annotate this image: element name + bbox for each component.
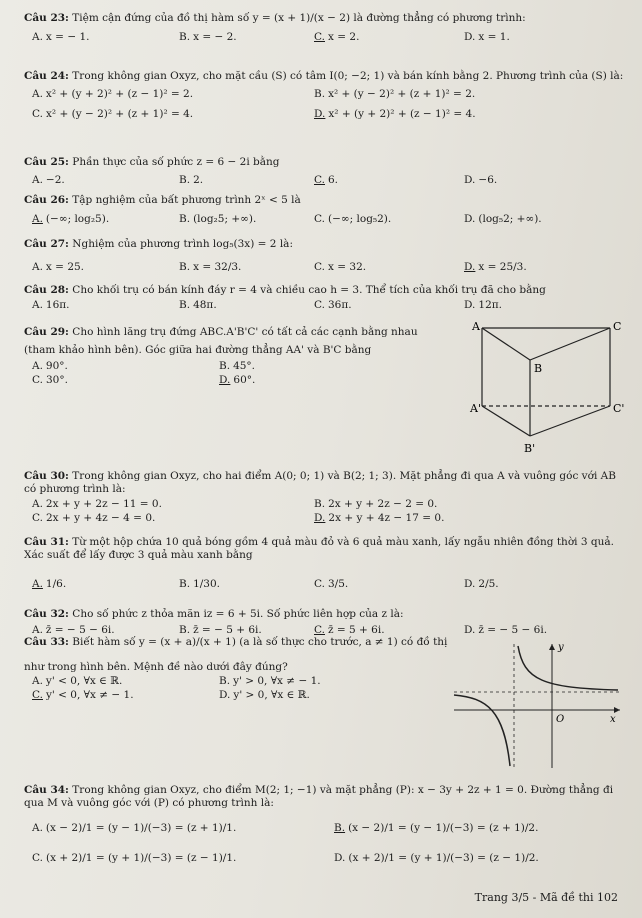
option-b[interactable]: B. z̄ = − 5 + 6i. <box>179 624 262 636</box>
question-26 <box>24 194 624 227</box>
option-a[interactable]: A. 16π. <box>32 299 70 311</box>
question-33 <box>24 636 452 703</box>
option-a[interactable]: A. x² + (y + 2)² + (z − 1)² = 2. <box>32 88 194 100</box>
function-graph-figure <box>452 640 624 772</box>
question-24 <box>24 70 624 122</box>
x-label: x <box>610 714 616 725</box>
option-c[interactable]: C. y' < 0, ∀x ≠ − 1. <box>32 689 134 701</box>
label-c-prime: C' <box>613 402 625 415</box>
option-d[interactable]: D. 12π. <box>464 299 502 311</box>
option-d[interactable]: D. x = 25/3. <box>464 261 527 273</box>
option-a[interactable]: A. 90°. <box>32 360 68 372</box>
question-number: Câu 31: <box>24 536 69 548</box>
option-b[interactable]: B. x² + (y − 2)² + (z + 1)² = 2. <box>314 88 476 100</box>
question-stem-continued: như trong hình bên. Mệnh đề nào dưới đây đúng? <box>24 661 288 673</box>
option-d[interactable]: D. x² + (y + 2)² + (z − 1)² = 4. <box>314 108 476 120</box>
question-number: Câu 27: <box>24 238 69 250</box>
question-number: Câu 25: <box>24 156 69 168</box>
question-stem: Cho hình lăng trụ đứng ABC.A'B'C' có tất cả các cạnh bằng nhau <box>72 326 418 338</box>
option-b[interactable]: B. 1/30. <box>179 578 220 590</box>
label-a-prime: A' <box>470 402 481 415</box>
edge-ab <box>482 328 530 360</box>
question-stem: Phần thực của số phức z = 6 − 2i bằng <box>72 156 280 168</box>
option-b[interactable]: B. 48π. <box>179 299 217 311</box>
question-stem: Trong không gian Oxyz, cho hai điểm A(0; 0; 1) và B(2; 1; 3). Mặt phẳng đi qua A và vuông góc với AB có phương trình là: <box>24 470 616 495</box>
option-a[interactable]: A. (x − 2)/1 = (y − 1)/(−3) = (z + 1)/1. <box>32 822 237 834</box>
option-b[interactable]: B. x = 32/3. <box>179 261 242 273</box>
edge-bc <box>530 328 610 360</box>
question-28 <box>24 284 624 313</box>
option-d[interactable]: D. 2x + y + 4z − 17 = 0. <box>314 512 445 524</box>
option-d[interactable]: D. (x + 2)/1 = (y + 1)/(−3) = (z − 1)/2. <box>334 852 539 864</box>
origin-label: O <box>556 714 565 725</box>
question-number: Câu 34: <box>24 784 69 796</box>
option-c[interactable]: C. 6. <box>314 174 339 186</box>
option-a[interactable]: A. −2. <box>32 174 65 186</box>
question-23 <box>24 12 624 45</box>
option-c[interactable]: C. 3/5. <box>314 578 349 590</box>
option-b[interactable]: B. y' > 0, ∀x ≠ − 1. <box>219 675 321 687</box>
edge-b-prime-c-prime <box>530 406 610 436</box>
question-32 <box>24 608 624 638</box>
question-stem: Biết hàm số y = (x + a)/(x + 1) (a là số thực cho trước, a ≠ 1) có đồ thị <box>72 636 448 648</box>
option-c[interactable]: C. x = 32. <box>314 261 367 273</box>
option-c[interactable]: C. x = 2. <box>314 31 360 43</box>
question-number: Câu 29: <box>24 326 69 338</box>
question-stem: Cho số phức z thỏa mãn iz = 6 + 5i. Số phức liên hợp của z là: <box>72 608 404 620</box>
option-b[interactable]: B. 2x + y + 2z − 2 = 0. <box>314 498 438 510</box>
y-label: y <box>558 642 564 653</box>
option-b[interactable]: B. 45°. <box>219 360 256 372</box>
question-29 <box>24 326 462 388</box>
question-stem: Cho khối trụ có bán kính đáy r = 4 và chiều cao h = 3. Thể tích của khối trụ đã cho bằng <box>72 284 546 296</box>
option-d[interactable]: D. 2/5. <box>464 578 499 590</box>
option-a[interactable]: A. y' < 0, ∀x ∈ ℝ. <box>32 675 123 687</box>
question-number: Câu 23: <box>24 12 69 24</box>
option-a[interactable]: A. x = − 1. <box>32 31 90 43</box>
y-axis-arrow <box>549 644 555 650</box>
question-stem: Từ một hộp chứa 10 quả bóng gồm 4 quả màu đỏ và 6 quả màu xanh, lấy ngẫu nhiên đồng thời 3 quả. Xác suất để lấy được 3 quả màu xanh bằng <box>24 536 614 561</box>
edge-a-prime-b-prime <box>482 406 530 436</box>
option-c[interactable]: C. 36π. <box>314 299 352 311</box>
label-b-prime: B' <box>524 442 536 455</box>
option-c[interactable]: C. x² + (y − 2)² + (z + 1)² = 4. <box>32 108 194 120</box>
question-number: Câu 24: <box>24 70 69 82</box>
option-a[interactable]: A. 1/6. <box>32 578 67 590</box>
question-number: Câu 28: <box>24 284 69 296</box>
option-b[interactable]: B. 2. <box>179 174 204 186</box>
question-27 <box>24 238 624 275</box>
option-d[interactable]: D. −6. <box>464 174 498 186</box>
question-stem: Trong không gian Oxyz, cho điểm M(2; 1; −1) và mặt phẳng (P): x − 3y + 2z + 1 = 0. Đường thẳng đi qua M và vuông góc với (P) có phương trình là: <box>24 784 614 809</box>
question-25 <box>24 156 624 188</box>
label-c: C <box>613 320 622 333</box>
option-d[interactable]: D. 60°. <box>219 374 256 386</box>
option-c[interactable]: C. z̄ = 5 + 6i. <box>314 624 385 636</box>
question-30 <box>24 470 624 526</box>
option-a[interactable]: A. 2x + y + 2z − 11 = 0. <box>32 498 162 510</box>
question-stem: Trong không gian Oxyz, cho mặt cầu (S) có tâm I(0; −2; 1) và bán kính bằng 2. Phương trình của (S) là: <box>72 70 624 82</box>
graph-branch-right <box>518 646 618 690</box>
question-stem-continued: (tham khảo hình bên). Góc giữa hai đường thẳng AA' và B'C bằng <box>24 344 372 356</box>
question-number: Câu 30: <box>24 470 69 482</box>
question-stem: Tiệm cận đứng của đồ thị hàm số y = (x + 1)/(x − 2) là đường thẳng có phương trình: <box>72 12 526 24</box>
question-number: Câu 33: <box>24 636 69 648</box>
graph-branch-left <box>454 695 510 766</box>
question-number: Câu 26: <box>24 194 69 206</box>
option-b[interactable]: B. x = − 2. <box>179 31 237 43</box>
label-b: B <box>534 362 543 375</box>
option-c[interactable]: C. (x + 2)/1 = (y + 1)/(−3) = (z − 1)/1. <box>32 852 237 864</box>
question-34 <box>24 784 624 866</box>
page-footer: Trang 3/5 - Mã đề thi 102 <box>474 891 618 904</box>
question-stem: Nghiệm của phương trình log₅(3x) = 2 là: <box>72 238 293 250</box>
option-b[interactable]: B. (x − 2)/1 = (y − 1)/(−3) = (z + 1)/2. <box>334 822 539 834</box>
label-a: A <box>472 320 480 333</box>
option-b[interactable]: B. (log₂5; +∞). <box>179 213 257 225</box>
option-c[interactable]: C. (−∞; log₅2). <box>314 213 392 225</box>
option-d[interactable]: D. y' > 0, ∀x ∈ ℝ. <box>219 689 310 701</box>
option-d[interactable]: D. (log₅2; +∞). <box>464 213 542 225</box>
option-a[interactable]: A. (−∞; log₂5). <box>32 213 110 225</box>
question-number: Câu 32: <box>24 608 69 620</box>
option-c[interactable]: C. 30°. <box>32 374 68 386</box>
question-stem: Tập nghiệm của bất phương trình 2ˣ < 5 là <box>72 194 301 206</box>
option-a[interactable]: A. z̄ = − 5 − 6i. <box>32 624 115 636</box>
option-a[interactable]: A. x = 25. <box>32 261 85 273</box>
option-c[interactable]: C. 2x + y + 4z − 4 = 0. <box>32 512 156 524</box>
question-31 <box>24 536 624 592</box>
x-axis-arrow <box>614 707 620 713</box>
option-d[interactable]: D. x = 1. <box>464 31 510 43</box>
option-d[interactable]: D. z̄ = − 5 − 6i. <box>464 624 548 636</box>
prism-figure <box>470 318 625 460</box>
